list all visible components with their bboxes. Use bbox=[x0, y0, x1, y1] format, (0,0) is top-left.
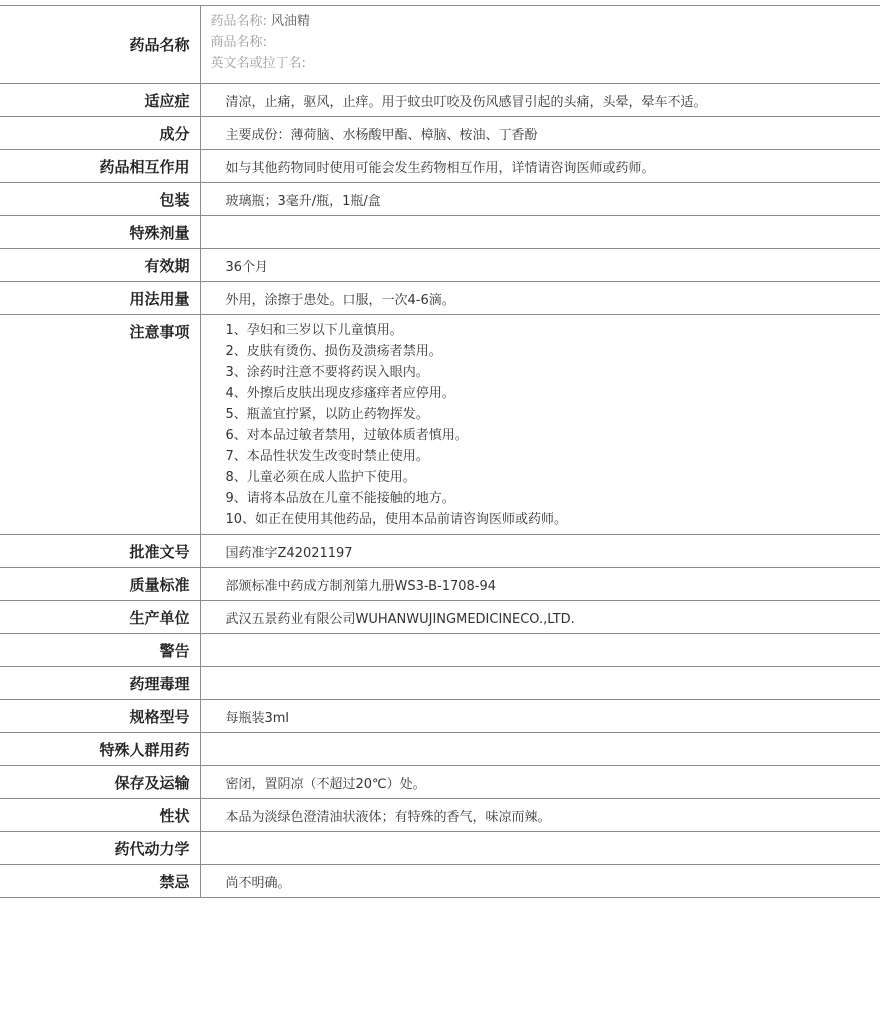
row-special-populations bbox=[0, 733, 880, 766]
row-value: 主要成份：薄荷脑、水杨酸甲酯、樟脑、桉油、丁香酚 bbox=[200, 117, 880, 150]
precaution-item: 10、如正在使用其他药品，使用本品前请咨询医师或药师。 bbox=[226, 509, 880, 530]
row-label: 药代动力学 bbox=[0, 832, 200, 865]
drug-name-cell bbox=[200, 6, 880, 84]
row-value bbox=[200, 832, 880, 865]
row-label: 规格型号 bbox=[0, 700, 200, 733]
row-drug-name bbox=[0, 6, 880, 84]
row-label: 适应症 bbox=[0, 84, 200, 117]
row-label: 批准文号 bbox=[0, 535, 200, 568]
row-special-dose bbox=[0, 216, 880, 249]
row-label: 特殊人群用药 bbox=[0, 733, 200, 766]
row-label: 有效期 bbox=[0, 249, 200, 282]
row-label: 质量标准 bbox=[0, 568, 200, 601]
row-label: 警告 bbox=[0, 634, 200, 667]
row-value bbox=[200, 667, 880, 700]
row-label: 生产单位 bbox=[0, 601, 200, 634]
row-precautions bbox=[0, 315, 880, 535]
precaution-item: 5、瓶盖宜拧紧，以防止药物挥发。 bbox=[226, 404, 880, 425]
row-ingredients bbox=[0, 117, 880, 150]
english-name-line bbox=[211, 53, 880, 74]
row-value: 36个月 bbox=[200, 249, 880, 282]
row-label: 注意事项 bbox=[0, 315, 200, 535]
precaution-item: 8、儿童必须在成人监护下使用。 bbox=[226, 467, 880, 488]
row-label: 特殊剂量 bbox=[0, 216, 200, 249]
precaution-item: 1、孕妇和三岁以下儿童慎用。 bbox=[226, 320, 880, 341]
row-packaging bbox=[0, 183, 880, 216]
precaution-item: 7、本品性状发生改变时禁止使用。 bbox=[226, 446, 880, 467]
row-value: 部颁标准中药成方制剂第九册WS3-B-1708-94 bbox=[200, 568, 880, 601]
row-label: 药品名称 bbox=[0, 6, 200, 84]
row-interactions bbox=[0, 150, 880, 183]
english-name-key: 英文名或拉丁名: bbox=[211, 56, 306, 71]
row-label: 保存及运输 bbox=[0, 766, 200, 799]
drug-info-table bbox=[0, 5, 880, 898]
row-contraindications bbox=[0, 865, 880, 898]
row-indications bbox=[0, 84, 880, 117]
row-value: 清凉，止痛，驱风，止痒。用于蚊虫叮咬及伤风感冒引起的头痛，头晕，晕车不适。 bbox=[200, 84, 880, 117]
generic-name-value: 风油精 bbox=[271, 14, 310, 29]
row-quality-standard bbox=[0, 568, 880, 601]
generic-name-key: 药品名称: bbox=[211, 14, 267, 29]
row-label: 包装 bbox=[0, 183, 200, 216]
trade-name-line bbox=[211, 32, 880, 53]
row-value: 外用，涂擦于患处。口服，一次4-6滴。 bbox=[200, 282, 880, 315]
precautions-list bbox=[200, 315, 880, 535]
row-value: 每瓶装3ml bbox=[200, 700, 880, 733]
row-pharmacology bbox=[0, 667, 880, 700]
row-warning bbox=[0, 634, 880, 667]
row-value: 密闭，置阴凉（不超过20℃）处。 bbox=[200, 766, 880, 799]
precaution-item: 2、皮肤有烫伤、损伤及溃疡者禁用。 bbox=[226, 341, 880, 362]
row-shelf-life bbox=[0, 249, 880, 282]
precaution-item: 4、外擦后皮肤出现皮疹瘙痒者应停用。 bbox=[226, 383, 880, 404]
row-value: 本品为淡绿色澄清油状液体；有特殊的香气，味凉而辣。 bbox=[200, 799, 880, 832]
row-appearance bbox=[0, 799, 880, 832]
row-value bbox=[200, 733, 880, 766]
precaution-item: 6、对本品过敏者禁用，过敏体质者慎用。 bbox=[226, 425, 880, 446]
row-value bbox=[200, 216, 880, 249]
row-label: 禁忌 bbox=[0, 865, 200, 898]
row-label: 药理毒理 bbox=[0, 667, 200, 700]
precaution-item: 9、请将本品放在儿童不能接触的地方。 bbox=[226, 488, 880, 509]
precaution-item: 3、涂药时注意不要将药误入眼内。 bbox=[226, 362, 880, 383]
row-pharmacokinetics bbox=[0, 832, 880, 865]
trade-name-key: 商品名称: bbox=[211, 35, 267, 50]
row-value: 玻璃瓶；3毫升/瓶，1瓶/盒 bbox=[200, 183, 880, 216]
row-value: 尚不明确。 bbox=[200, 865, 880, 898]
row-label: 性状 bbox=[0, 799, 200, 832]
row-label: 用法用量 bbox=[0, 282, 200, 315]
generic-name-line bbox=[211, 11, 880, 32]
row-value: 如与其他药物同时使用可能会发生药物相互作用，详情请咨询医师或药师。 bbox=[200, 150, 880, 183]
row-value: 国药准字Z42021197 bbox=[200, 535, 880, 568]
row-approval-number bbox=[0, 535, 880, 568]
row-storage bbox=[0, 766, 880, 799]
row-label: 成分 bbox=[0, 117, 200, 150]
row-specification bbox=[0, 700, 880, 733]
row-usage bbox=[0, 282, 880, 315]
row-manufacturer bbox=[0, 601, 880, 634]
row-label: 药品相互作用 bbox=[0, 150, 200, 183]
row-value bbox=[200, 634, 880, 667]
row-value: 武汉五景药业有限公司WUHANWUJINGMEDICINECO.,LTD. bbox=[200, 601, 880, 634]
